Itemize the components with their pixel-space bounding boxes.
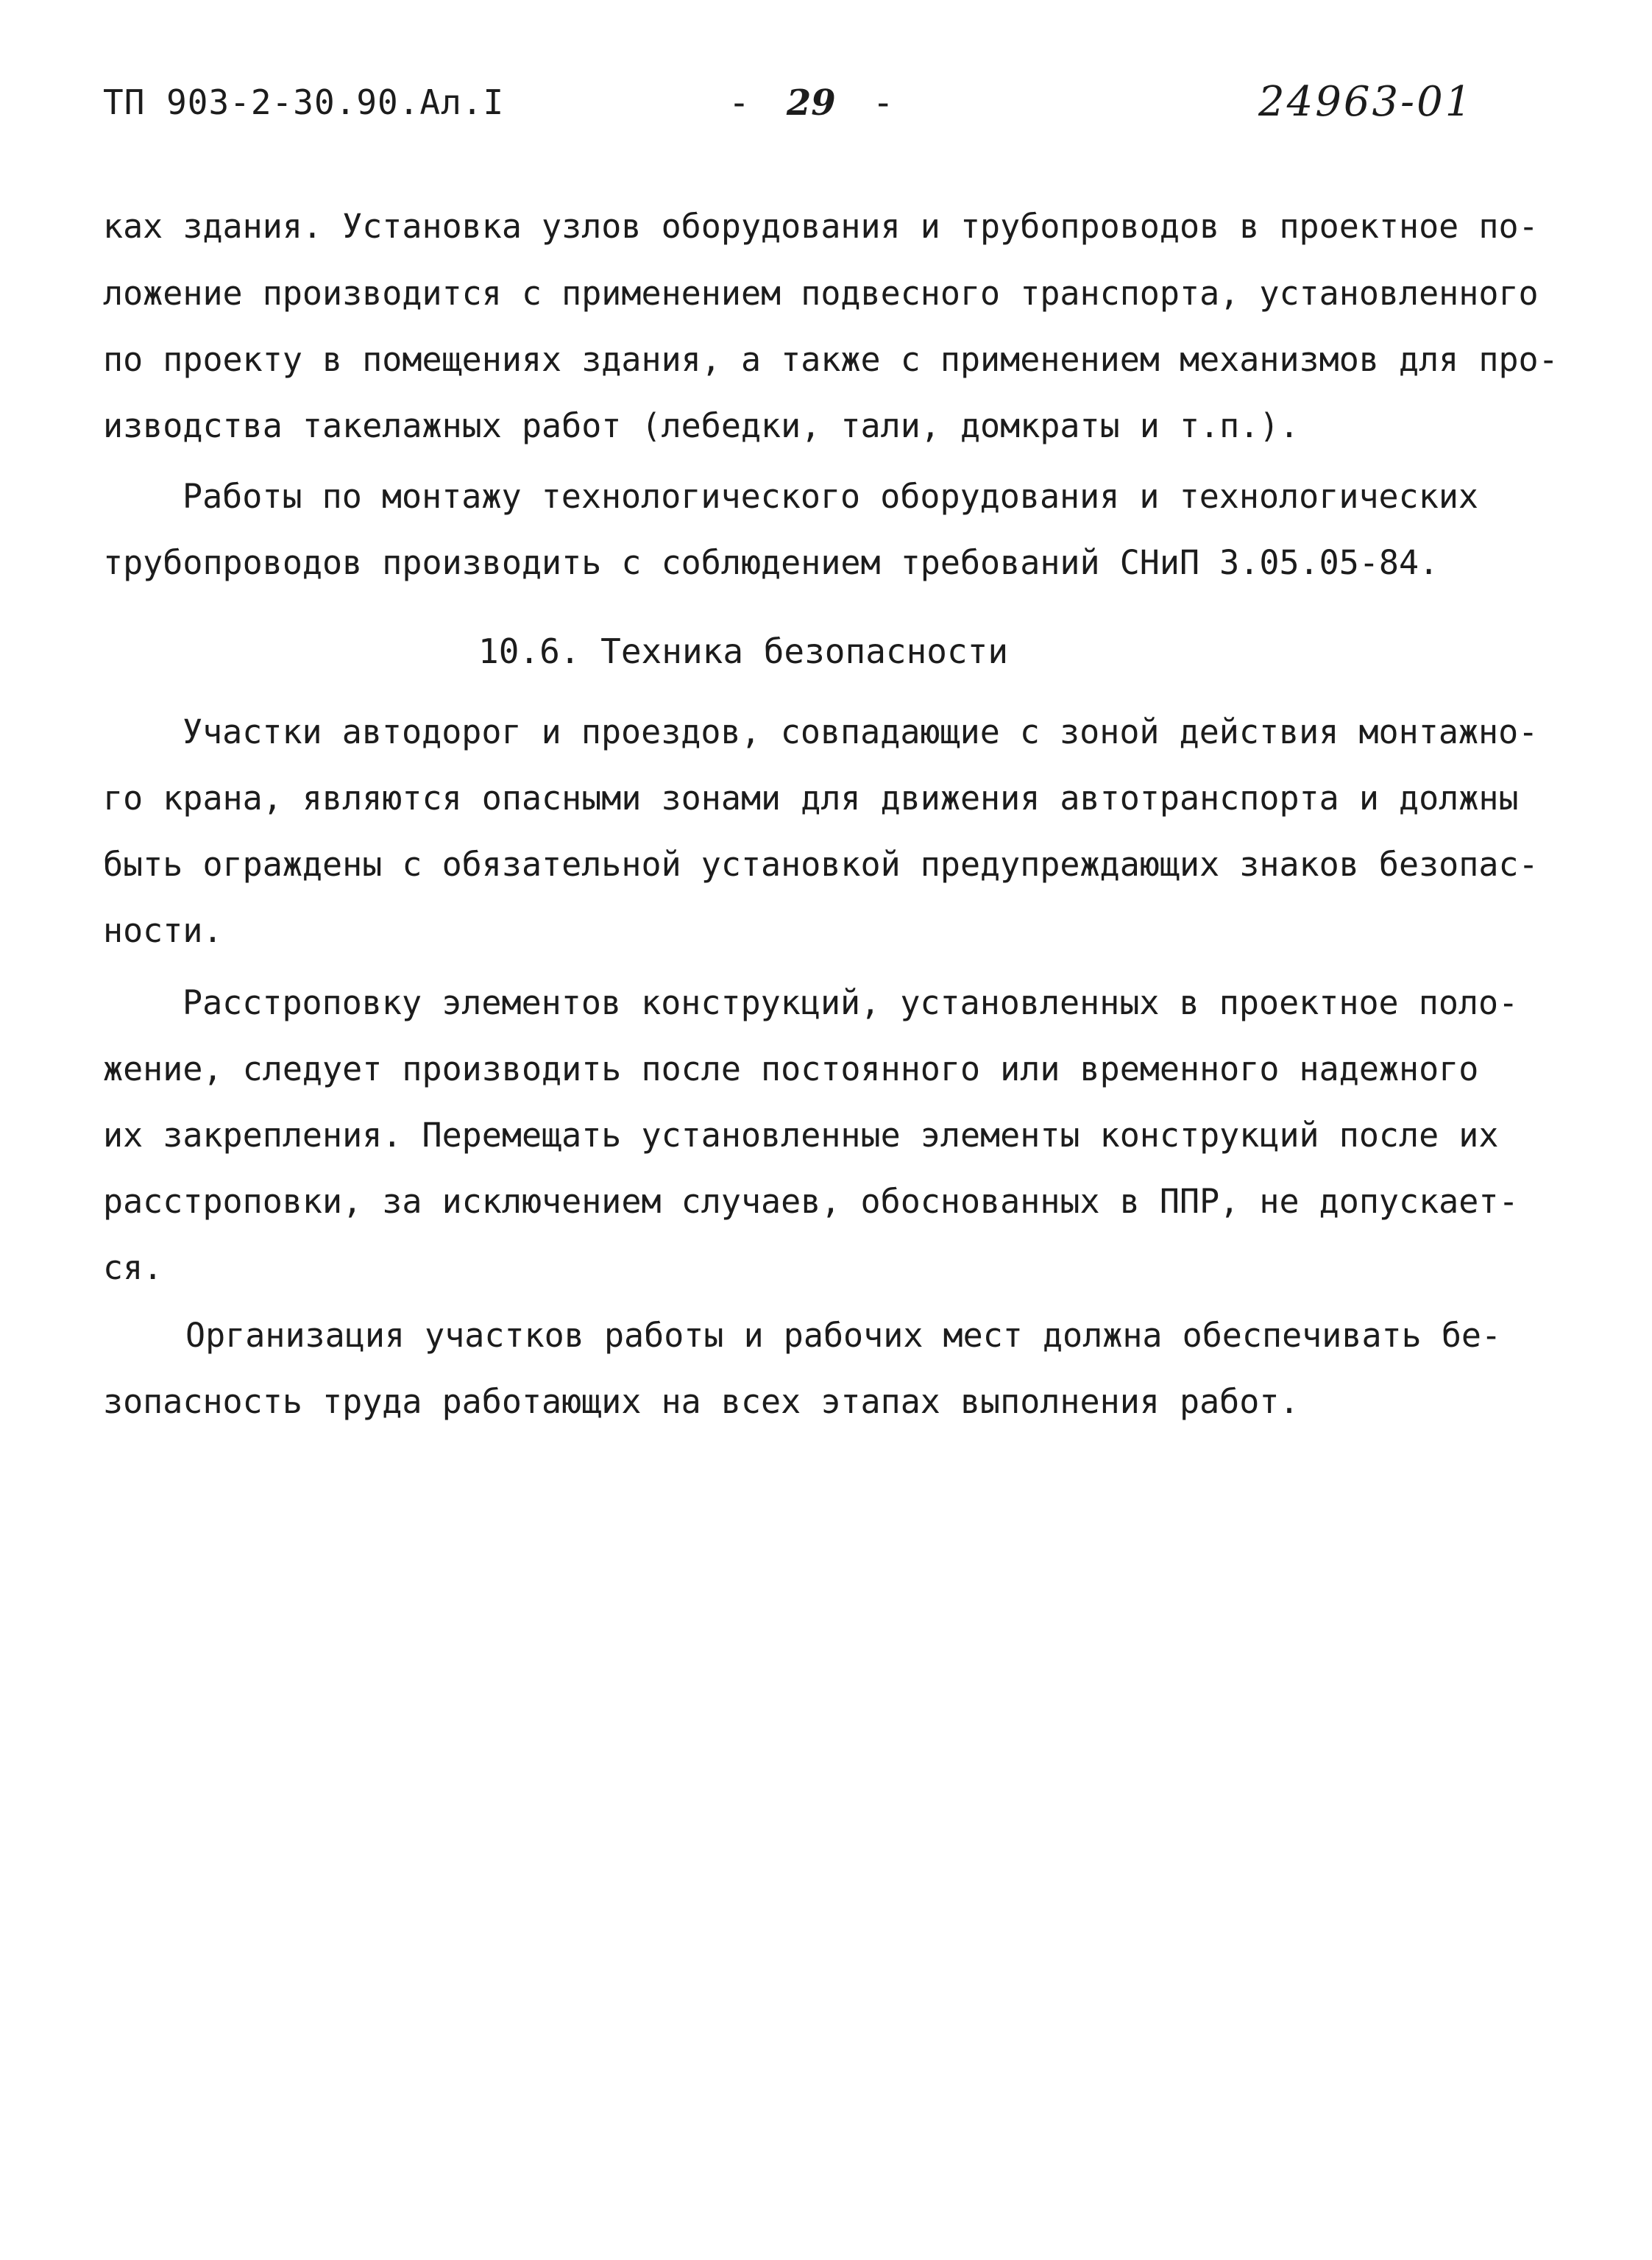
text-line: расстроповки, за исключением случаев, обоснованных в ППР, не допускает- [103,1182,1519,1221]
text-line: ся. [103,1248,163,1287]
page-number-block [728,82,894,124]
page-number: 29 [786,82,836,124]
text-line: их закрепления. Перемещать установленные элементы конструкций после их [103,1116,1499,1155]
archive-number: 24963-01 [1258,78,1474,126]
text-line: ложение производится с применением подвесного транспорта, установленного [103,274,1539,313]
text-line: трубопроводов производить с соблюдением требований СНиП 3.05.05-84. [103,543,1439,582]
text-line: ности. [103,911,223,950]
document-code: ТП 903-2-30.90.Ал.I [103,82,505,122]
text-line: быть ограждены с обязательной установкой предупреждающих знаков безопас- [103,845,1539,884]
text-line: по проекту в помещениях здания, а также с применением механизмов для про- [103,340,1559,379]
text-line: изводства такелажных работ (лебедки, тали, домкраты и т.п.). [103,406,1300,445]
text-line: жение, следует производить после постоянного или временного надежного [103,1049,1479,1088]
section-heading: 10.6. Техника безопасности [478,631,1009,671]
text-line: Участки автодорог и проездов, совпадающие с зоной действия монтажно- [182,712,1539,751]
text-line: го крана, являются опасными зонами для движения автотранспорта и должны [103,779,1519,818]
text-line: ках здания. Установка узлов оборудования и трубопроводов в проектное по- [103,207,1539,246]
page-number-dash-left: - [728,82,750,124]
text-line: Работы по монтажу технологического оборудования и технологических [182,477,1478,516]
page-header [0,78,1652,149]
text-line: Организация участков работы и рабочих мест должна обеспечивать бе- [185,1316,1502,1355]
text-line: Расстроповку элементов конструкций, установленных в проектное поло- [182,983,1519,1022]
text-line: зопасность труда работающих на всех этапах выполнения работ. [103,1382,1300,1421]
page-number-dash-right: - [872,82,894,124]
